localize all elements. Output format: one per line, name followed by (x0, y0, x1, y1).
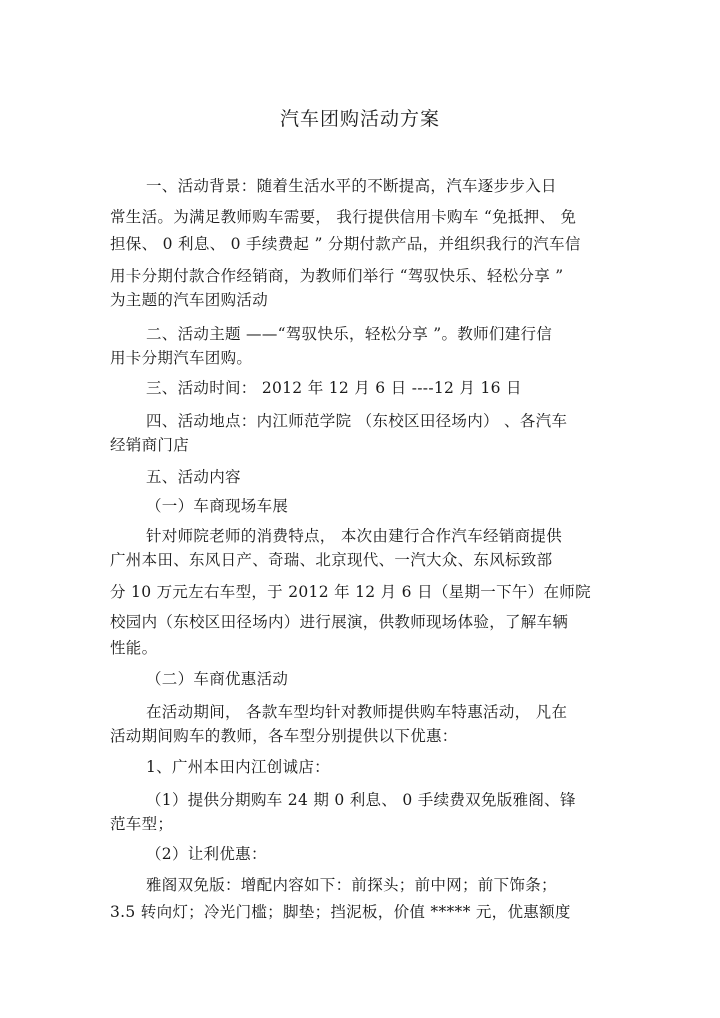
paragraph-line: 范车型； (110, 815, 174, 833)
list-item: （1）提供分期购车 24 期 0 利息、 0 手续费双免版雅阁、锋 (146, 791, 576, 809)
paragraph-line: 活动期间购车的教师，各车型分别提供以下优惠： (110, 727, 458, 745)
paragraph-line: 二、活动主题 ——“驾驭快乐，轻松分享 ”。教师们建行信 (146, 325, 553, 343)
paragraph-line: 3.5 转向灯；冷光门槛；脚垫；挡泥板，价值 ***** 元，优惠额度 (110, 903, 571, 921)
paragraph-line: 担保、 0 利息、 0 手续费起 ” 分期付款产品，并组织我行的汽车信 (110, 235, 581, 253)
paragraph-line: 用卡分期汽车团购。 (110, 349, 253, 367)
paragraph-line: 针对师院老师的消费特点， 本次由建行合作汽车经销商提供 (146, 527, 563, 545)
paragraph-line: 性能。 (110, 639, 158, 657)
paragraph-line: 经销商门店 (110, 436, 190, 454)
subsection-heading: （一）车商现场车展 (146, 497, 289, 515)
paragraph-line: 广州本田、东风日产、奇瑞、北京现代、一汽大众、东风标致部 (110, 551, 553, 569)
paragraph-line: 三、活动时间： 2012 年 12 月 6 日 ----12 月 16 日 (146, 379, 522, 397)
paragraph-line: 雅阁双免版：增配内容如下：前探头；前中网；前下饰条； (146, 876, 557, 894)
paragraph-line: 用卡分期付款合作经销商，为教师们举行 “驾驭快乐、轻松分享 ” (110, 267, 564, 285)
list-heading: 1、广州本田内江创诚店： (146, 758, 330, 776)
paragraph-line: 在活动期间， 各款车型均针对教师提供购车特惠活动， 凡在 (146, 703, 568, 721)
list-item: （2）让利优惠： (146, 845, 267, 863)
subsection-heading: （二）车商优惠活动 (146, 670, 289, 688)
document-title: 汽车团购活动方案 (279, 108, 440, 130)
paragraph-line: 一、活动背景：随着生活水平的不断提高，汽车逐步步入日 (146, 177, 557, 195)
paragraph-line: 分 10 万元左右车型，于 2012 年 12 月 6 日（星期一下午）在师院 (110, 583, 591, 601)
paragraph-line: 四、活动地点：内江师范学院 （东校区田径场内） 、各汽车 (146, 412, 568, 430)
paragraph-line: 常生活。为满足教师购车需要， 我行提供信用卡购车 “免抵押、 免 (110, 208, 577, 226)
section-heading: 五、活动内容 (146, 468, 241, 486)
paragraph-line: 为主题的汽车团购活动 (110, 291, 269, 309)
paragraph-line: 校园内（东校区田径场内）进行展演，供教师现场体验，了解车辆 (110, 613, 569, 631)
